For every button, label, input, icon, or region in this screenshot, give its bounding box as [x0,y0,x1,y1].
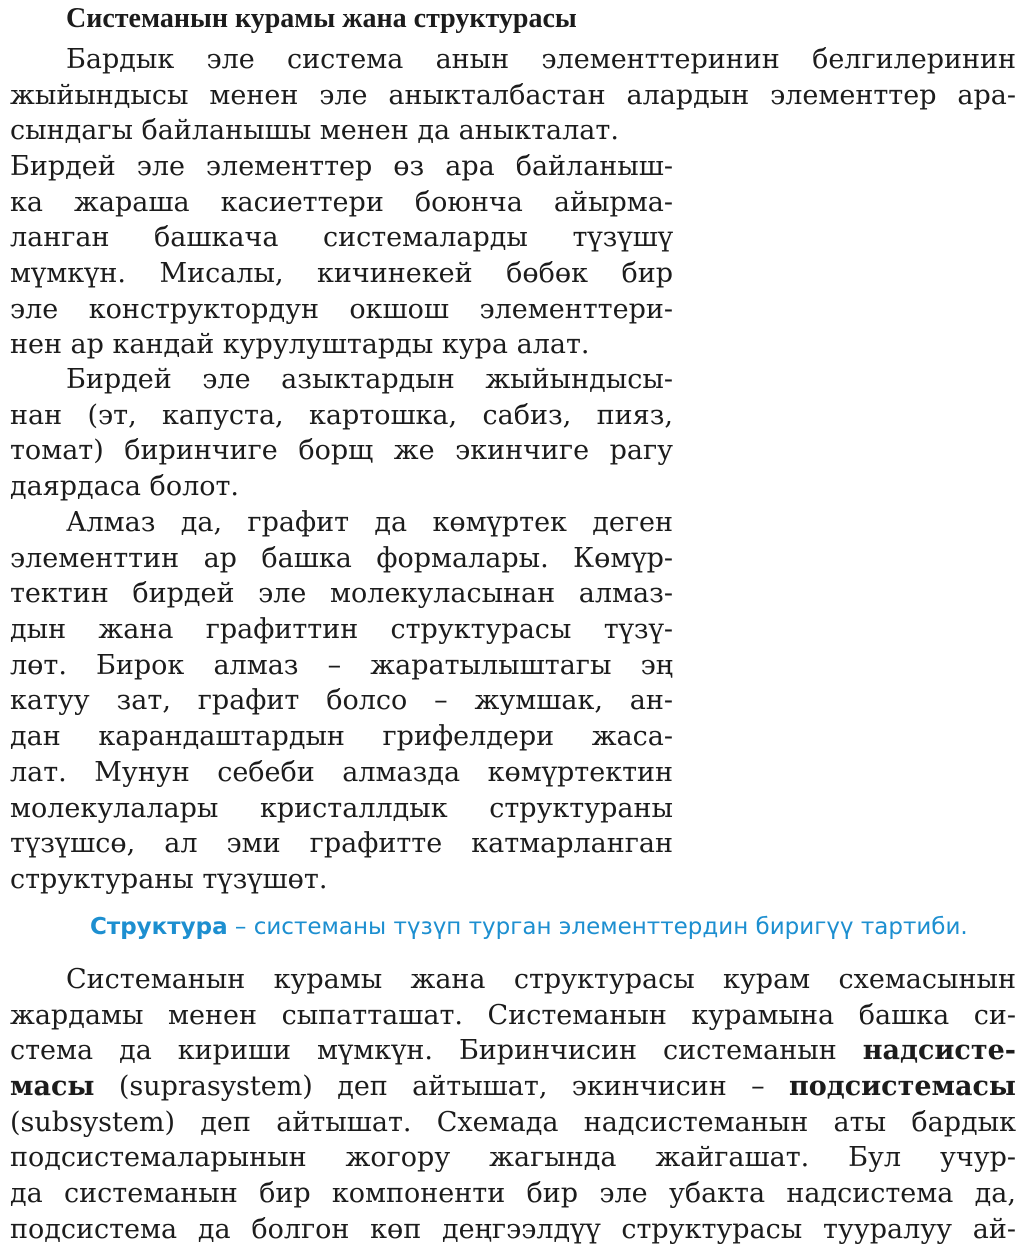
paragraph-system-relations [10,42,1016,149]
text-line: жардамы менен сыпатташат. Системанын курамына башка си- [10,999,1016,1031]
text-line: структураны түзүшөт. [10,863,328,895]
text-line: лат. Мунун себеби алмазда көмүртектин [10,756,673,788]
text-line: эле конструктордун окшош элементтери- [10,293,673,325]
paragraph-carbon-example [10,505,673,898]
text-line: (subsystem) деп айтышат. Схемада надсистеманын аты бардык [10,1106,1016,1138]
text-line: ка жараша касиеттери боюнча айырма- [10,186,673,218]
paragraph-construction-example [10,149,673,363]
text-line: түзүшсө, ал эми графитте катмарланган [10,828,673,860]
text-line: Бирдей эле азыктардын жыйындысы- [66,364,673,395]
text-line [10,1033,1016,1069]
term-suprasystem: надсисте- [862,1035,1016,1067]
text-line: дын жана графиттин структурасы түзү- [10,614,673,646]
structure-definition [90,912,968,942]
text-line: ланган башкача системаларды түзүшү [10,222,673,254]
text-line: нан (эт, капуста, картошка, сабиз, пияз, [10,399,673,431]
definition-text: – системаны түзүп турган элементтердин биригүү тартиби. [227,914,968,940]
text-fragment: (suprasystem) деп айтышат, экинчисин – [94,1071,789,1103]
text-line: мүмкүн. Мисалы, кичинекей бөбөк бир [10,258,673,290]
paragraph-food-example [10,362,673,505]
term-suprasystem-end: масы [10,1071,95,1103]
paragraph-composition-scheme [10,962,1016,1248]
text-line: тектин бирдей эле молекуласынан алмаз- [10,578,673,610]
text-line: Бирдей эле элементтер өз ара байланыш- [10,151,673,182]
text-line: дан карандаштардын грифелдери жаса- [10,721,673,753]
text-line: нен ар кандай курулуштарды кура алат. [10,329,590,361]
text-line: элементтин ар башка формалары. Көмүр- [10,542,673,574]
text-line: даярдаса болот. [10,471,239,503]
text-line [10,1069,1016,1105]
text-line: лөт. Бирок алмаз – жаратылыштагы эң [10,649,673,681]
text-line: Системанын курамы жана структурасы курам схемасынын [66,964,1016,995]
text-line: жыйындысы менен эле аныкталбастан алардын элементтер ара- [10,79,1016,111]
text-line: молекулалары кристаллдык структураны [10,792,673,824]
text-line: подсистема да болгон көп деңгээлдүү структурасы тууралуу ай- [10,1213,1016,1245]
section-heading: Системанын курамы жана структурасы [66,3,577,34]
text-line: Алмаз да, графит да көмүртек деген [66,507,673,538]
text-line: катуу зат, графит болсо – жумшак, ан- [10,685,673,717]
text-line: Бардык эле система анын элементтеринин белгилеринин [66,44,1016,75]
term-subsystem: подсистемасы [788,1071,1016,1103]
text-line: томат) биринчиге борщ же экинчиге рагу [10,435,673,467]
text-line: подсистемаларынын жогору жагында жайгашат. Бул учур- [10,1142,1016,1174]
text-line: сындагы байланышы менен да аныкталат. [10,115,619,147]
definition-term: Структура [90,914,228,940]
text-fragment: стема да кириши мүмкүн. Биринчисин системанын [10,1035,863,1067]
text-line: да системанын бир компоненти бир эле убакта надсистема да, [10,1178,1016,1210]
